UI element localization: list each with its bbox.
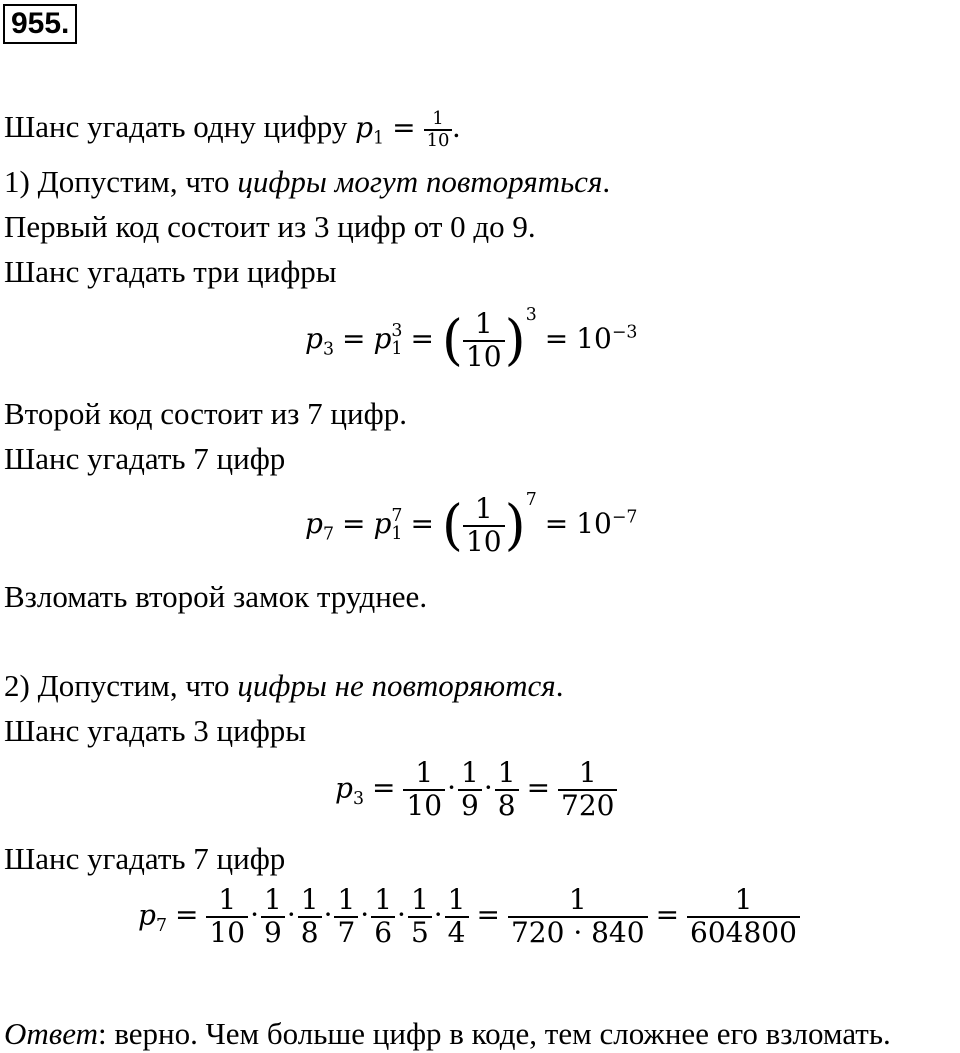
p-variable: p	[355, 111, 374, 144]
formula-p7-norepeat: $p_7$ = $\frac{1}{10}$ · $\frac{1}{9}$ · $\frac{1}{8}$ · $\frac{1}{7}$ · $\frac{1}{6}$ · $\frac{1}{5}$ · $\frac{1}{4}$ = $\frac{1}{720 \cdot 840}$ = $\frac{1}{604800}$	[138, 885, 800, 949]
intro-text: Шанс угадать одну цифру	[4, 109, 356, 144]
f4-fraction: $\frac{1}{10}$	[206, 885, 248, 949]
equals-sign: =	[392, 111, 416, 144]
f3-fraction-list	[403, 756, 518, 822]
f4-fraction: $\frac{1}{7}$	[334, 885, 358, 949]
f4-mid: $\frac{1}{720 \cdot 840}$	[508, 885, 648, 949]
answer-text: : верно. Чем больше цифр в коде, тем сложнее его взломать.	[97, 1016, 891, 1051]
part1-line2: Шанс угадать три цифры	[4, 254, 337, 289]
f4-fraction: $\frac{1}{6}$	[371, 885, 395, 949]
answer-line	[4, 1015, 891, 1053]
multiply-dot: ·	[286, 898, 296, 932]
part1-conclusion: Взломать второй замок труднее.	[4, 579, 428, 614]
part1-line4: Шанс угадать 7 цифр	[4, 441, 286, 476]
f3-fraction: $\frac{1}{10}$	[403, 758, 445, 822]
f4-fraction: $\frac{1}{5}$	[408, 885, 432, 949]
multiply-dot: ·	[250, 898, 259, 932]
problem-number: 955.	[3, 4, 77, 44]
f4-fraction: $\frac{1}{4}$	[445, 885, 469, 949]
multiply-dot: ·	[447, 771, 456, 805]
part2-title: 2) Допустим, что цифры не повторяются.	[4, 668, 564, 703]
multiply-dot: ·	[323, 898, 333, 932]
f3-result: $\frac{1}{720}$	[558, 758, 617, 822]
part2-line1: Шанс угадать 3 цифры	[4, 713, 307, 748]
part1-title: 1) Допустим, что цифры могут повторяться.	[4, 164, 611, 199]
f3-fraction: $\frac{1}{9}$	[458, 758, 482, 822]
f4-fraction: $\frac{1}{9}$	[261, 885, 285, 949]
answer-label: Ответ	[4, 1016, 98, 1051]
f4-result: $\frac{1}{604800}$	[687, 885, 800, 949]
part2-line2: Шанс угадать 7 цифр	[4, 841, 286, 876]
multiply-dot: ·	[397, 898, 406, 932]
part1-line3: Второй код состоит из 7 цифр.	[4, 396, 407, 431]
fraction-one-tenth: $\frac{1}{10}$	[424, 109, 453, 151]
multiply-dot: ·	[360, 898, 370, 932]
multiply-dot: ·	[433, 898, 443, 932]
intro-line: Шанс угадать одну цифру $p_1$ = $\frac{1}{10}$ .	[4, 107, 461, 151]
formula-p3-norepeat: $p_3$ = $\frac{1}{10}$ · $\frac{1}{9}$ · $\frac{1}{8}$ = $\frac{1}{720}$	[335, 758, 617, 822]
formula-p7-repeat: $p_7 = p$ 7 1 = ( $\frac{1}{10}$ )$^7= 10^{-7}$	[305, 490, 638, 558]
formula-p3-repeat: $p_3 = p$ 3 1 = ( $\frac{1}{10}$ )$^3= 10^{-3}$	[305, 305, 638, 373]
f4-fraction: $\frac{1}{8}$	[298, 885, 322, 949]
f3-fraction: $\frac{1}{8}$	[495, 758, 519, 822]
f4-fraction-list	[206, 883, 468, 949]
multiply-dot: ·	[483, 771, 493, 805]
part1-line1: Первый код состоит из 3 цифр от 0 до 9.	[4, 209, 536, 244]
p-subscript: 1	[373, 128, 385, 149]
